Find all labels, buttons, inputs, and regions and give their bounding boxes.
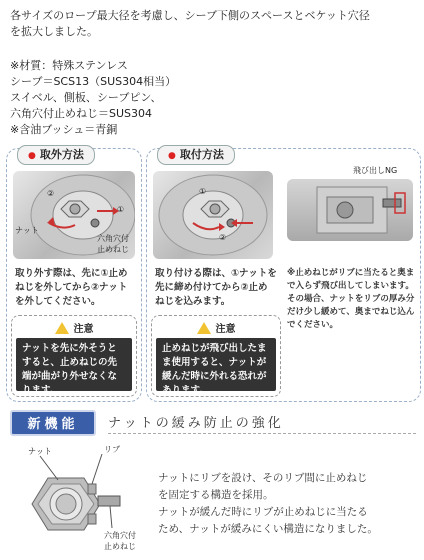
screw-label: 六角穴付 止めねじ <box>104 531 136 551</box>
spec-item: 六角穴付止めねじ＝SUS304 <box>10 107 153 120</box>
spec-item: シーブ＝SCS13（SUS304相当） <box>10 75 177 88</box>
new-feature-badge: 新機能 <box>10 410 96 436</box>
removal-panel <box>6 148 142 402</box>
step-1-marker: ① <box>117 205 125 214</box>
install-caution-text: 止めねじが飛び出したまま使用すると、ナットが緩んだ時に外れる恐れがあります。 <box>156 338 276 391</box>
description-line: を固定する構造を採用。 <box>158 489 274 501</box>
description-line: ナットにリブを設け、そのリブ間に止めねじ <box>158 472 368 484</box>
install-title-tab <box>157 145 235 165</box>
install-panel <box>146 148 421 402</box>
description-line: ため、ナットが緩みにくい構造になりました。 <box>158 523 378 535</box>
caution-title: 注意 <box>73 324 94 335</box>
step-2-marker: ② <box>47 189 55 198</box>
caution-title: 注意 <box>215 324 236 335</box>
screw-label: 六角穴付 止めねじ <box>97 234 129 254</box>
new-feature-header <box>10 410 416 436</box>
spec-item: スイベル、側板、シーブピン、 <box>10 91 162 104</box>
spec-item: ※含油ブッシュ＝青銅 <box>10 123 118 136</box>
spec-item: ※材質：特殊ステンレス <box>10 59 128 72</box>
removal-caution-text: ナットを先に外そうとすると、止めねじの先端が曲がり外せなくなります。 <box>16 338 132 391</box>
description-line: ナットが緩んだ時にリブが止めねじに当たる <box>158 506 368 518</box>
step-1-marker: ① <box>199 187 207 196</box>
block-illustration-icon <box>153 171 273 259</box>
divider <box>108 433 416 434</box>
warning-icon <box>55 322 69 334</box>
removal-caution-box <box>11 315 137 397</box>
nut-label: ナット <box>28 447 52 456</box>
intro-line-2: を拡大しました。 <box>10 25 98 38</box>
ng-label: 飛び出しNG <box>353 166 398 175</box>
warning-icon <box>197 322 211 334</box>
removal-photo <box>13 171 135 259</box>
rib-label: リブ <box>104 445 120 454</box>
new-feature-title: ナットの緩み防止の強化 <box>108 416 284 431</box>
bullet-icon: ● <box>168 151 176 161</box>
intro-line-1: 各サイズのロープ最大径を考慮し、シーブ下側のスペースとベケット穴径 <box>10 9 370 22</box>
install-title: 取付方法 <box>179 148 224 161</box>
bullet-icon: ● <box>28 151 36 161</box>
install-photo <box>153 171 273 259</box>
nut-label: ナット <box>15 226 39 235</box>
install-instruction: 取り付ける際は、①ナットを先に締め付けてから②止めねじを込みます。 <box>155 268 277 307</box>
caution-heading <box>152 320 280 335</box>
spec-list <box>10 58 176 138</box>
install-note: ※止めねじがリブに当たると奥まで入らず飛び出してしまいます。その場合、ナットをリブの厚み分だけ少し緩めて、奥までねじ込んでください。 <box>287 268 415 330</box>
new-feature-description <box>158 470 418 538</box>
ng-photo <box>287 179 413 241</box>
protruding-screw-icon <box>287 179 413 241</box>
intro-text <box>10 8 416 40</box>
removal-instruction: 取り外す際は、先に①止めねじを外してから②ナットを外してください。 <box>15 268 128 307</box>
step-2-marker: ② <box>219 233 227 242</box>
caution-heading <box>12 320 136 335</box>
removal-title-tab <box>17 145 95 165</box>
removal-title: 取外方法 <box>39 148 84 161</box>
nut-illustration <box>18 444 138 554</box>
install-caution-box <box>151 315 281 397</box>
